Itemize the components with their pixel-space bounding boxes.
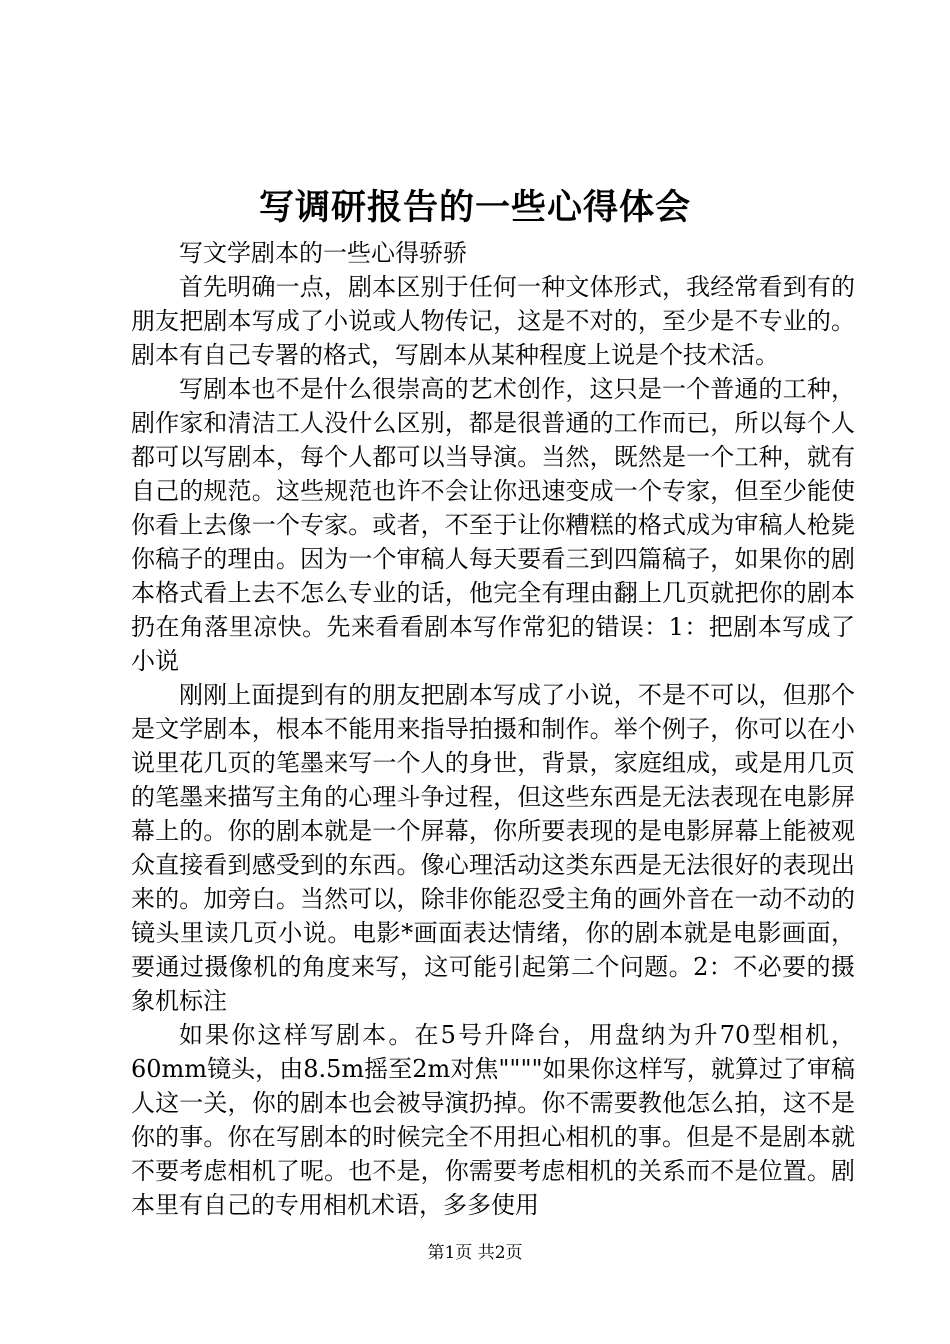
body-paragraph: 写剧本也不是什么很崇高的艺术创作，这只是一个普通的工种，剧作家和清洁工人没什么区别，都是很普通的工作而已，所以每个人都可以写剧本，每个人都可以当导演。当然，既然是一个工种，就有自己的规范。这些规范也许不会让你迅速变成一个专家，但至少能使你看上去像一个专家。或者，不至于让你糟糕的格式成为审稿人枪毙你稿子的理由。因为一个审稿人每天要看三到四篇稿子，如果你的剧本格式看上去不怎么专业的话，他完全有理由翻上几页就把你的剧本扔在角落里凉快。先来看看剧本写作常犯的错误：1：把剧本写成了小说 bbox=[131, 375, 855, 675]
body-paragraph: 刚刚上面提到有的朋友把剧本写成了小说，不是不可以，但那个是文学剧本，根本不能用来指导拍摄和制作。举个例子，你可以在小说里花几页的笔墨来写一个人的身世，背景，家庭组成，或是用几页的笔墨来描写主角的心理斗争过程，但这些东西是无法表现在电影屏幕上的。你的剧本就是一个屏幕，你所要表现的是电影屏幕上能被观众直接看到感受到的东西。像心理活动这类东西是无法很好的表现出来的。加旁白。当然可以，除非你能忍受主角的画外音在一动不动的镜头里读几页小说。电影*画面表达情绪，你的剧本就是电影画面，要通过摄像机的角度来写，这可能引起第二个问题。2：不必要的摄象机标注 bbox=[131, 681, 855, 1015]
page-number-footer: 第1页 共2页 bbox=[427, 1243, 523, 1263]
document-title: 写调研报告的一些心得体会 bbox=[258, 187, 691, 228]
body-paragraph: 如果你这样写剧本。在5号升降台，用盘纳为升70型相机，60mm镜头，由8.5m摇至2m对焦""""如果你这样写，就算过了审稿人这一关，你的剧本也会被导演扔掉。你不需要教他怎么拍，这不是你的事。你在写剧本的时候完全不用担心相机的事。但是不是剧本就不要考虑相机了呢。也不是，你需要考虑相机的关系而不是位置。剧本里有自己的专用相机术语，多多使用 bbox=[131, 1021, 855, 1219]
subtitle-paragraph: 写文学剧本的一些心得骄骄 bbox=[179, 239, 467, 267]
document-body bbox=[131, 236, 855, 1222]
body-paragraph: 首先明确一点，剧本区别于任何一种文体形式，我经常看到有的朋友把剧本写成了小说或人物传记，这是不对的，至少是不专业的。剧本有自己专署的格式，写剧本从某种程度上说是个技术活。 bbox=[131, 273, 855, 369]
